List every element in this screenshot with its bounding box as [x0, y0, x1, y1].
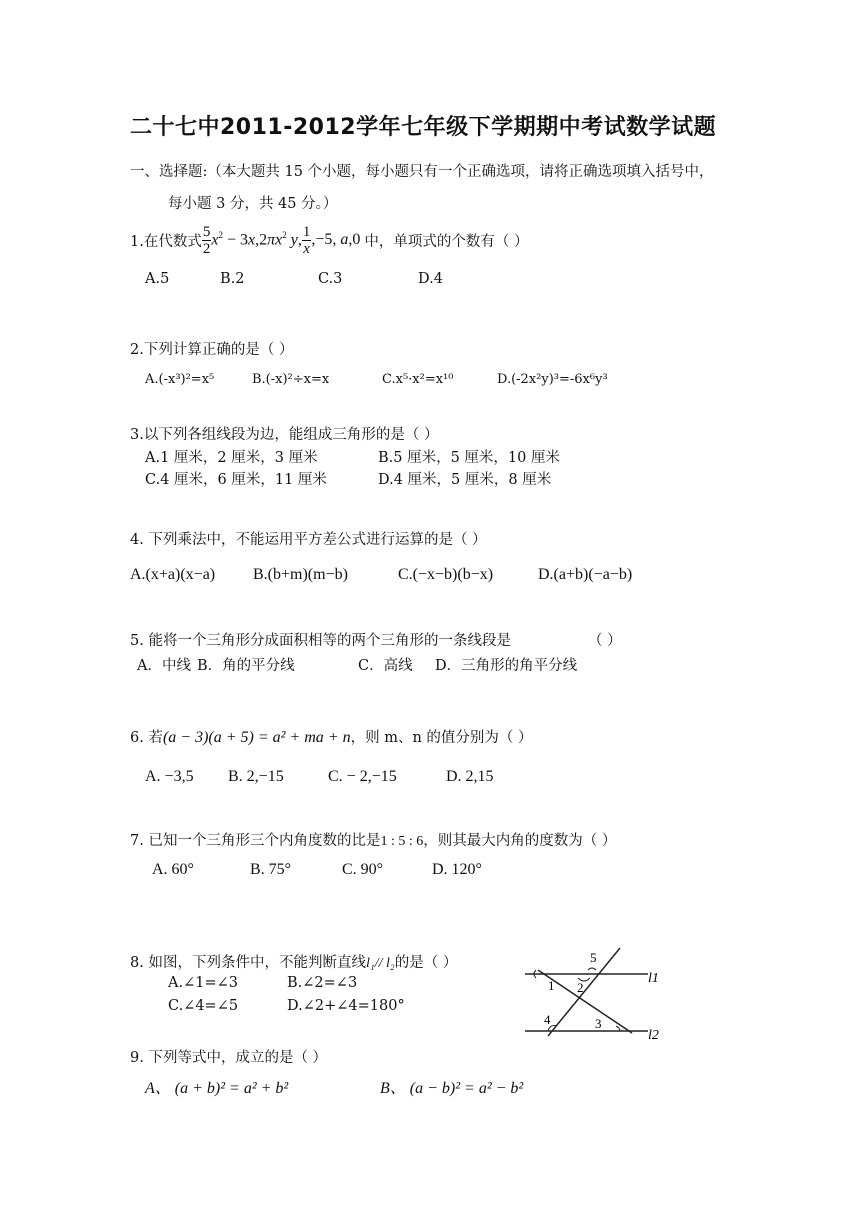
q8-option-a: A.∠1=∠3 — [168, 975, 238, 991]
q3-option-b: B.5 厘米，5 厘米，10 厘米 — [378, 450, 560, 466]
question-4: 4. 下列乘法中，不能运用平方差公式进行运算的是（ ） — [130, 532, 487, 548]
q7-option-a: A. 60° — [152, 861, 194, 878]
q1-expression-1: $x^2 - 3x,2\pi x^2$ y, — [211, 230, 302, 249]
q8-option-b: B.∠2=∠3 — [287, 975, 358, 991]
q6-prefix: 6. 若 — [130, 730, 163, 746]
figure-label-4: 4 — [544, 1012, 551, 1027]
q2-option-b: B.(-x)²÷x=x — [252, 372, 330, 387]
q8-option-c: C.∠4=∠5 — [168, 998, 239, 1014]
q6-option-c: C. − 2,−15 — [328, 768, 397, 785]
figure-label-2: 2 — [577, 980, 584, 995]
q3-option-a: A.1 厘米，2 厘米，3 厘米 — [145, 450, 318, 466]
q6-option-a: A. −3,5 — [145, 768, 194, 785]
q4-option-c: C.(−x−b)(b−x) — [398, 566, 494, 583]
figure-label-1: 1 — [548, 978, 555, 993]
question-5: 5. 能将一个三角形分成面积相等的两个三角形的一条线段是 — [130, 633, 511, 649]
q7-option-d: D. 120° — [432, 861, 482, 878]
q3-option-c: C.4 厘米，6 厘米，11 厘米 — [145, 472, 327, 488]
q6-option-d: D. 2,15 — [446, 768, 494, 785]
question-8 — [130, 951, 457, 972]
question-1 — [130, 218, 528, 262]
q1-expression-2: ,−5, a,0 — [311, 231, 365, 248]
q7-prefix: 7. 已知一个三角形三个内角度数的比是 — [130, 833, 381, 849]
q1-suffix: 中，单项式的个数有（ ） — [364, 233, 529, 250]
q6-expression: (a − 3)(a + 5) = a² + ma + n — [162, 729, 351, 746]
q8-suffix: 的是（ ） — [394, 955, 458, 971]
parallel-lines-figure — [520, 940, 680, 1050]
section-instructions-line1: 一、选择题:（本大题共 15 个小题，每小题只有一个正确选项，请将正确选项填入括号中， — [130, 164, 714, 180]
q5-option-a: A．中线 — [137, 658, 191, 674]
question-7 — [130, 829, 616, 850]
q4-option-a: A.(x+a)(x−a) — [130, 566, 216, 583]
q8-stem: 8. 如图，下列条件中，不能判断直线 — [130, 955, 366, 971]
q6-option-b: B. 2,−15 — [228, 768, 284, 785]
section-instructions-line2: 每小题 3 分，共 45 分。） — [168, 196, 338, 212]
q2-option-c: C.x⁵·x²=x¹⁰ — [382, 372, 454, 387]
q5-answer-paren: （ ） — [588, 633, 622, 649]
fraction-1-over-x: $\frac{1}{x}$ — [302, 223, 311, 257]
q2-option-a: A.(-x³)²=x⁵ — [145, 372, 215, 387]
q5-option-d: D．三角形的角平分线 — [435, 658, 578, 674]
figure-label-5: 5 — [590, 950, 597, 965]
question-9: 9. 下列等式中，成立的是（ ） — [130, 1050, 328, 1066]
q9-option-b: B、 (a − b)² = a² − b² — [380, 1080, 524, 1097]
q1-option-a: A.5 — [145, 271, 170, 287]
q8-lines: l₁// l₂ — [365, 956, 395, 971]
q1-option-b: B.2 — [220, 271, 245, 287]
question-2: 2.下列计算正确的是（ ） — [130, 342, 294, 358]
q7-suffix: ，则其最大内角的度数为（ ） — [423, 833, 617, 849]
q4-option-d: D.(a+b)(−a−b) — [538, 566, 633, 583]
q9-option-a: A、 (a + b)² = a² + b² — [145, 1080, 289, 1097]
angle-arc-5 — [588, 968, 596, 970]
transversal-2 — [548, 948, 620, 1036]
page-title: 二十七中2011-2012学年七年级下学期期中考试数学试题 — [130, 115, 717, 140]
q1-option-d: D.4 — [418, 271, 443, 287]
q4-option-b: B.(b+m)(m−b) — [253, 566, 348, 583]
q8-option-d: D.∠2+∠4=180° — [287, 998, 405, 1014]
q7-ratio: 1 : 5 : 6 — [380, 834, 424, 849]
fraction-5-over-2: $\frac{5}{2}$ — [202, 223, 211, 257]
q5-option-c: C．高线 — [358, 658, 413, 674]
q5-option-b: B．角的平分线 — [197, 658, 295, 674]
question-6 — [130, 726, 533, 747]
figure-label-3: 3 — [595, 1016, 602, 1031]
q1-prefix: 1.在代数式 — [130, 233, 202, 250]
q7-option-b: B. 75° — [250, 861, 292, 878]
q7-option-c: C. 90° — [342, 861, 384, 878]
q3-option-d: D.4 厘米，5 厘米，8 厘米 — [378, 472, 552, 488]
q6-suffix: ，则 m、n 的值分别为（ ） — [350, 730, 533, 746]
figure-label-l2: l2 — [648, 1028, 659, 1043]
figure-label-l1: l1 — [648, 971, 659, 986]
q1-option-c: C.3 — [318, 271, 343, 287]
q2-option-d: D.(-2x²y)³=-6x⁶y³ — [497, 372, 608, 387]
question-3: 3.以下列各组线段为边，能组成三角形的是（ ） — [130, 427, 439, 443]
